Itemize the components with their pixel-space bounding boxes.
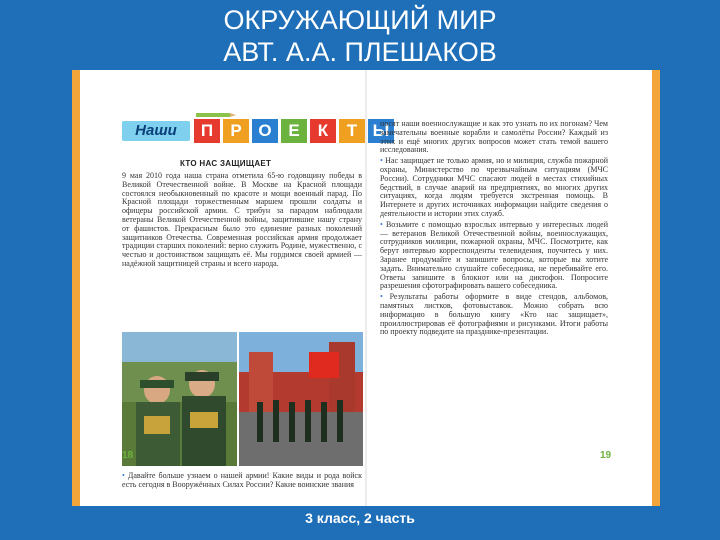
heading-letter-3: Е <box>281 119 307 143</box>
right-intro: носят наши военнослужащие и как это узнать по их погонам? Чем замечательны военные корабли и самолёты России? Каждый из этих и ещё многих других вопросов может стать темой вашего исследования. <box>380 119 608 155</box>
right-page <box>372 70 650 506</box>
veterans-photo <box>122 332 237 466</box>
section-title: КТО НАС ЗАЩИЩАЕТ <box>180 159 272 168</box>
slide-subtitle: 3 класс, 2 часть <box>305 510 415 526</box>
parade-photo <box>239 332 363 466</box>
heading-letter-0: П <box>194 119 220 143</box>
bullet-icon: • <box>380 156 386 166</box>
right-bullet-3: • Результаты работы оформите в виде стендов, альбомов, памятных листков, фотовыставок. Можно собрать всю информацию в большую книгу «Кто нас защищает», проиллюстрировав её фотографиями и рисунками. Итоги работы по проекту подведите на празднике-презентации. <box>380 292 608 337</box>
bullet-icon: • <box>122 471 128 480</box>
slide-title <box>0 4 720 68</box>
page-number-right: 19 <box>600 450 612 461</box>
projects-heading <box>122 114 390 148</box>
right-bullet-2: • Возьмите с помощью взрослых интервью у интересных людей — ветеранов Великой Отечественной войны, военнослужащих, сотрудников милиции, пожарной охраны, МЧС. Посмотрите, как берут интервью корреспонденты телевидения, поучитесь у них. Заранее продумайте и запишите вопросы, которые вы хотите задать. Внимательно слушайте собеседника, не перебивайте его. Ответы запишите в блокнот или на диктофон. Попросите разрешения сфотографировать вашего собеседника. <box>380 219 608 291</box>
left-page <box>82 70 390 506</box>
bullet-icon: • <box>380 219 386 229</box>
right-body-text <box>380 120 608 339</box>
left-caption <box>122 472 362 492</box>
heading-letter-2: О <box>252 119 278 143</box>
bullet-icon: • <box>380 292 390 302</box>
page-number-left: 18 <box>122 450 134 461</box>
left-stripe <box>72 70 80 506</box>
heading-prefix: Наши <box>122 121 190 141</box>
heading-letter-5: Т <box>339 119 365 143</box>
heading-letters <box>194 114 394 148</box>
heading-letter-4: К <box>310 119 336 143</box>
right-stripe <box>652 70 660 506</box>
slide-title-line2: АВТ. А.А. ПЛЕШАКОВ <box>223 37 497 67</box>
left-body-text <box>122 172 362 271</box>
textbook-spread <box>72 70 660 506</box>
left-body-paragraph: 9 мая 2010 года наша страна отметила 65-ю годовщину победы в Великой Отечественной войне. В Москве на Красной площади состоялся необыкновенный по красоте и мощи военный парад. По Красной площади торжественным маршем прошли солдаты и офицеры российской армии. С трибун за парадом наблюдали ветераны Великой Отечественной войны, защитившие нашу страну от фашистов. Прекрасным было это единение разных поколений защитников Отечества. Современная российская армия продолжает традиции старших поколений: верно служить Родине, мужественно, с честью и достоинством защищать её. Мы гордимся своей армией — надёжной защитницей страны и всего народа. <box>122 171 362 268</box>
left-caption-text: • Давайте больше узнаем о нашей армии! Какие виды и рода войск есть сегодня в Вооружённых Силах России? Какие воинские звания <box>122 471 362 489</box>
right-bullet-1: • Нас защищает не только армия, но и милиция, служба пожарной охраны, Министерство по чрезвычайным ситуациям (МЧС России). Сотрудники МЧС спасают людей в местах стихийных бедствий, в случае аварий на предприятиях, во многих других ситуациях, когда людям требуется экстренная помощь. В Интернете и других источниках информации найдите сведения о деятельности и истории этих служб. <box>380 156 608 218</box>
heading-letter-1: Р <box>223 119 249 143</box>
heading-letter-6: Ы <box>368 119 394 143</box>
slide-title-line1: ОКРУЖАЮЩИЙ МИР <box>223 5 497 35</box>
